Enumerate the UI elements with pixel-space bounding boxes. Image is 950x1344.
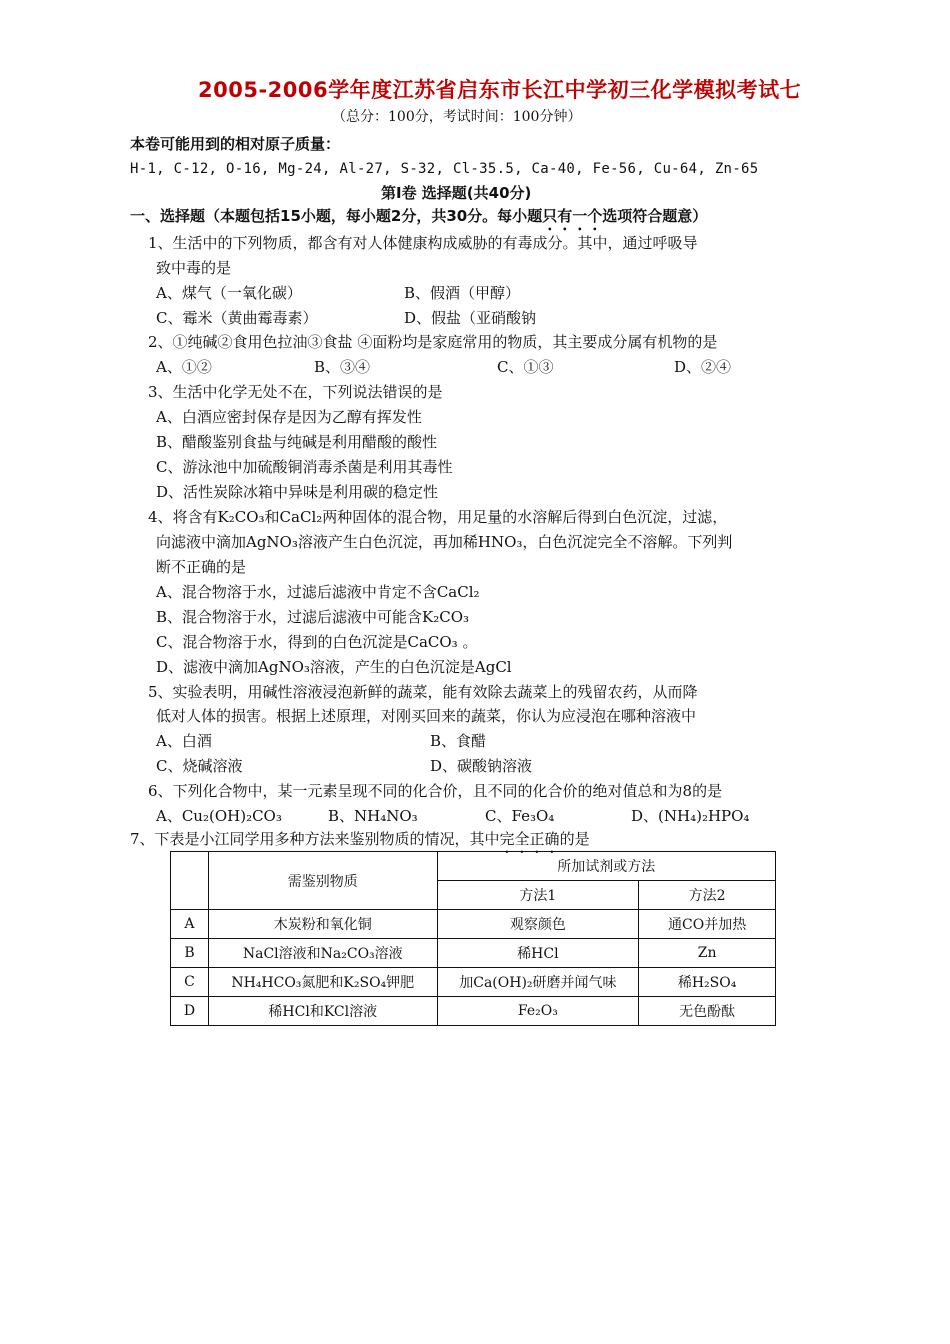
q5-option-c: C、烧碱溶液	[156, 757, 243, 775]
row-label: D	[171, 997, 209, 1026]
row-method-1: 观察颜色	[437, 910, 639, 939]
identification-table	[170, 851, 776, 1026]
q1-option-c: C、霉米（黄曲霉毒素）	[156, 309, 318, 327]
row-substance: 木炭粉和氧化铜	[208, 910, 437, 939]
question-4-line-3: 断不正确的是	[156, 558, 247, 576]
q3-option-b: B、醋酸鉴别食盐与纯碱是利用醋酸的酸性	[156, 433, 438, 451]
q4-option-a: A、混合物溶于水，过滤后滤液中肯定不含CaCl₂	[156, 583, 480, 601]
atomic-mass-label: 本卷可能用到的相对原子质量：	[130, 135, 341, 153]
row-method-1: 稀HCl	[437, 939, 639, 968]
table-row	[171, 968, 776, 997]
section-instruction: 一、选择题（本题包括15小题，每小题2分，共30分。每小题只有一个选项符合题意）	[130, 207, 708, 225]
section-title: 第Ⅰ卷 选择题(共40分)	[381, 184, 532, 202]
question-1-line-2: 致中毒的是	[156, 259, 232, 277]
question-1-line-1: 1、生活中的下列物质，都含有对人体健康构成威胁的有毒成分。其中，通过呼吸导	[148, 234, 698, 252]
row-method-1: 加Ca(OH)₂研磨并闻气味	[437, 968, 639, 997]
q2-option-b: B、③④	[314, 358, 371, 376]
question-2-line-1: 2、①纯碱②食用色拉油③食盐 ④面粉均是家庭常用的物质，其主要成分属有机物的是	[148, 333, 718, 351]
question-4-line-2: 向滤液中滴加AgNO₃溶液产生白色沉淀，再加稀HNO₃，白色沉淀完全不溶解。下列判	[156, 533, 733, 551]
q2-option-c: C、①③	[497, 358, 554, 376]
q5-option-a: A、白酒	[156, 732, 212, 750]
table-corner-cell	[171, 852, 209, 910]
row-substance: NaCl溶液和Na₂CO₃溶液	[208, 939, 437, 968]
row-method-2: 通CO并加热	[639, 910, 776, 939]
row-label: A	[171, 910, 209, 939]
question-4-line-1: 4、将含有K₂CO₃和CaCl₂两种固体的混合物，用足量的水溶解后得到白色沉淀，过滤，	[148, 508, 728, 526]
table-row	[171, 939, 776, 968]
row-substance: NH₄HCO₃氮肥和K₂SO₄钾肥	[208, 968, 437, 997]
q1-option-a: A、煤气（一氧化碳）	[156, 284, 302, 302]
header-method: 所加试剂或方法	[437, 852, 775, 881]
row-label: B	[171, 939, 209, 968]
q6-option-c: C、Fe₃O₄	[485, 807, 555, 825]
q3-option-a: A、白酒应密封保存是因为乙醇有挥发性	[156, 408, 422, 426]
atomic-mass-values: H-1, C-12, O-16, Mg-24, Al-27, S-32, Cl-35.5, Ca-40, Fe-56, Cu-64, Zn-65	[130, 161, 759, 177]
question-7-line-1: 7、下表是小江同学用多种方法来鉴别物质的情况，其中完全正确的是	[130, 830, 590, 848]
q4-option-d: D、滤液中滴加AgNO₃溶液，产生的白色沉淀是AgCl	[156, 658, 512, 676]
q5-option-d: D、碳酸钠溶液	[430, 757, 533, 775]
q4-option-c: C、混合物溶于水，得到的白色沉淀是CaCO₃ 。	[156, 633, 478, 651]
q6-option-b: B、NH₄NO₃	[328, 807, 418, 825]
header-substance: 需鉴别物质	[208, 852, 437, 910]
q5-option-b: B、食醋	[430, 732, 487, 750]
row-label: C	[171, 968, 209, 997]
question-5-line-1: 5、实验表明，用碱性溶液浸泡新鲜的蔬菜，能有效除去蔬菜上的残留农药，从而降	[148, 683, 698, 701]
exam-subtitle: （总分：100分，考试时间：100分钟）	[332, 109, 582, 125]
question-5-line-2: 低对人体的损害。根据上述原理，对刚买回来的蔬菜，你认为应浸泡在哪种溶液中	[156, 707, 697, 725]
row-method-1: Fe₂O₃	[437, 997, 639, 1026]
row-method-2: 无色酚酞	[639, 997, 776, 1026]
row-method-2: 稀H₂SO₄	[639, 968, 776, 997]
table-row	[171, 910, 776, 939]
q6-option-d: D、(NH₄)₂HPO₄	[631, 807, 750, 825]
header-method-2: 方法2	[639, 881, 776, 910]
q2-option-d: D、②④	[674, 358, 732, 376]
q3-option-c: C、游泳池中加硫酸铜消毒杀菌是利用其毒性	[156, 458, 453, 476]
q1-option-d: D、假盐（亚硝酸钠	[404, 309, 537, 327]
q1-option-b: B、假酒（甲醇）	[404, 284, 521, 302]
question-3-line-1: 3、生活中化学无处不在，下列说法错误的是	[148, 383, 443, 401]
exam-title: 2005-2006学年度江苏省启东市长江中学初三化学模拟考试七	[198, 78, 802, 102]
question-6-line-1: 6、下列化合物中，某一元素呈现不同的化合价，且不同的化合价的绝对值总和为8的是	[148, 782, 723, 800]
table-row	[171, 997, 776, 1026]
q4-option-b: B、混合物溶于水，过滤后滤液中可能含K₂CO₃	[156, 608, 470, 626]
q2-option-a: A、①②	[156, 358, 212, 376]
header-method-1: 方法1	[437, 881, 639, 910]
q3-option-d: D、活性炭除冰箱中异味是利用碳的稳定性	[156, 483, 439, 501]
q6-option-a: A、Cu₂(OH)₂CO₃	[156, 807, 282, 825]
row-substance: 稀HCl和KCl溶液	[208, 997, 437, 1026]
row-method-2: Zn	[639, 939, 776, 968]
